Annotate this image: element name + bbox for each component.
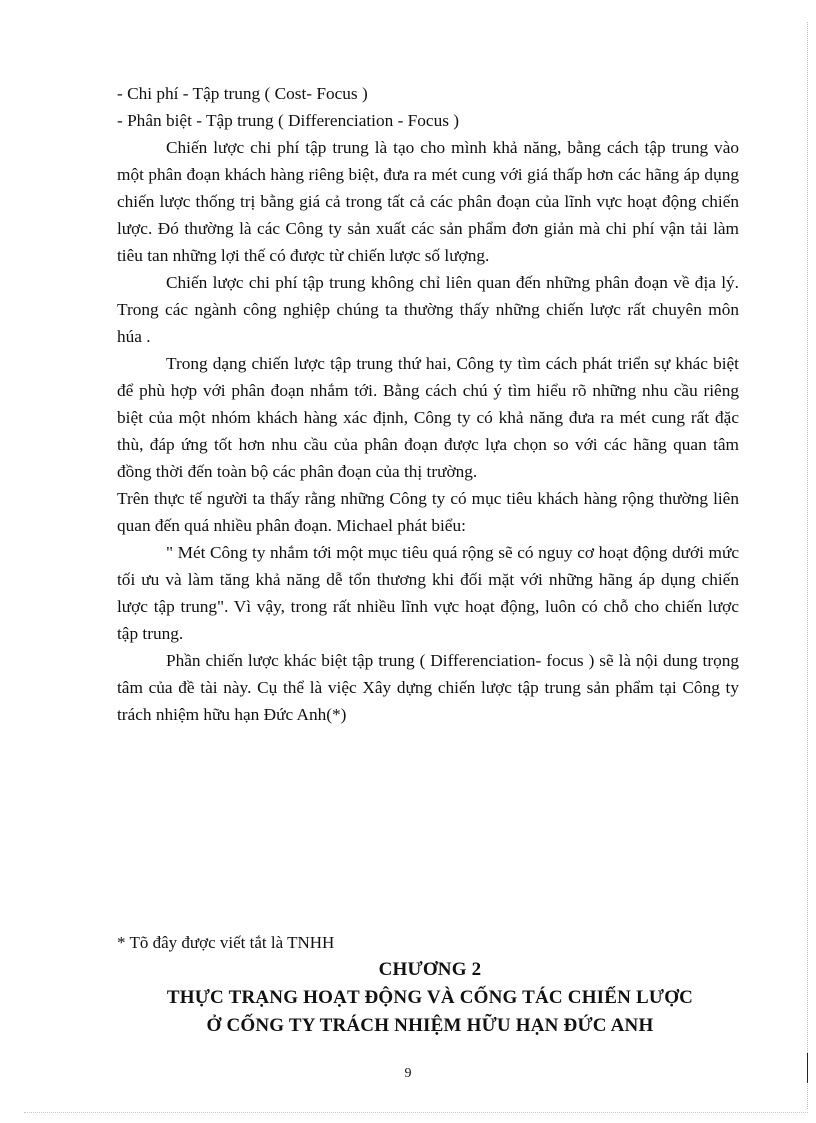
page-number: 9 [404,1066,412,1081]
paragraph-quote: " Mét Công ty nhắm tới một mục tiêu quá rộng sẽ có nguy cơ hoạt động dưới mức tối ưu và làm tăng khả năng dễ tổn thương khi đối mặt với những hãng áp dụng chiến lược tập trung". Vì vậy, trong rất nhiều lĩnh vực hoạt động, luôn có chỗ cho chiến lược tập trung. [117,543,739,643]
bullet-differentiation-focus: - Phân biệt - Tập trung ( Differenciation - Focus ) [117,111,460,130]
paragraph-cost-focus-definition: Chiến lược chi phí tập trung là tạo cho mình khả năng, bằng cách tập trung vào một phân đoạn khách hàng riêng biệt, đưa ra mét cung với giá thấp hơn các hãng áp dụng chiến lược thống trị bằng giá cả trong tất cả các phân đoạn của lĩnh vực hoạt động chiến lược. Đó thường là các Công ty sản xuất các sản phẩm đơn giản mà chi phí vận tải làm tiêu tan những lợi thế có được từ chiến lược số lượng. [117,138,739,265]
paragraph-thesis-focus: Phần chiến lược khác biệt tập trung ( Differenciation- focus ) sẽ là nội dung trọng tâm của đề tài này. Cụ thể là việc Xây dựng chiến lược tập trung sản phẩm tại Công ty trách nhiệm hữu hạn Đức Anh(*) [117,651,739,724]
paragraph-second-focus-strategy: Trong dạng chiến lược tập trung thứ hai, Công ty tìm cách phát triển sự khác biệt để phù hợp với phân đoạn nhắm tới. Bằng cách chú ý tìm hiểu rõ những nhu cầu riêng biệt của một nhóm khách hàng xác định, Công ty có khả năng đưa ra mét cung rất đặc thù, đáp ứng tốt hơn nhu cầu của phân đoạn được lựa chọn so với các hãng quan tâm đồng thời đến toàn bộ các phân đoạn của thị trường. [117,354,739,481]
body-text [117,80,739,728]
paragraph-broad-target: Trên thực tế người ta thấy rằng những Công ty có mục tiêu khách hàng rộng thường liên quan đến quá nhiều phân đoạn. Michael phát biểu: [117,489,739,535]
paragraph-geographic-segments: Chiến lược chi phí tập trung không chỉ liên quan đến những phân đoạn về địa lý. Trong các ngành công nghiệp chúng ta thường thấy những chiến lược rất chuyên môn húa . [117,273,739,346]
chapter-title-line-2: Ở CỐNG TY TRÁCH NHIỆM HỮU HẠN ĐỨC ANH [206,1015,654,1036]
chapter-number: CHƯƠNG 2 [378,959,482,980]
bullet-cost-focus: - Chi phí - Tập trung ( Cost- Focus ) [117,84,368,103]
chapter-title-line-1: THỰC TRẠNG HOẠT ĐỘNG VÀ CỐNG TÁC CHIẾN LƯỢC [166,987,694,1008]
chapter-heading [100,956,760,1040]
page-edge-bottom [24,1112,808,1113]
footnote: * Tõ đây được viết tắt là TNHH [117,933,335,952]
page-edge-right [807,22,808,1109]
